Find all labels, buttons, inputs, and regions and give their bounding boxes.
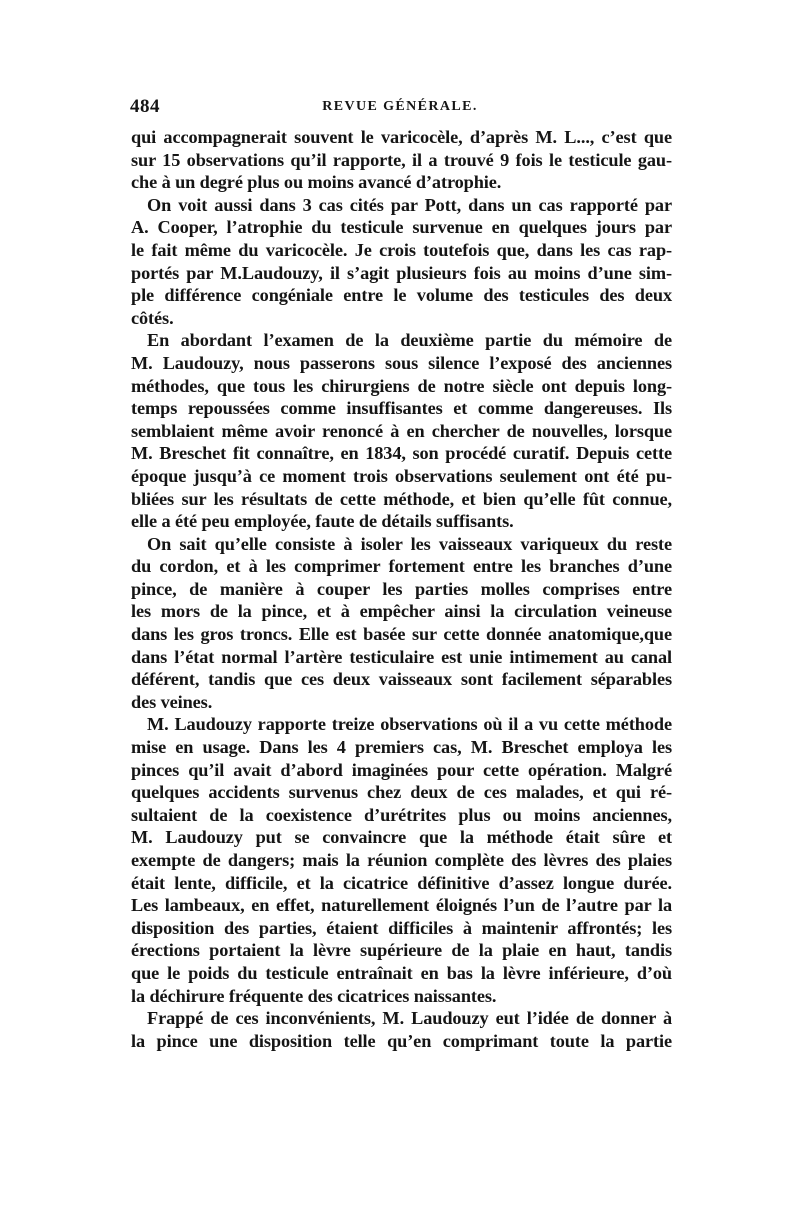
text-line: exempte de dangers; mais la réunion complète des lèvres des plaies — [131, 850, 672, 870]
text-line: sultaient de la coexistence d’urétrites plus ou moins anciennes, — [131, 804, 672, 825]
text-line: semblaient même avoir renoncé à en chercher de nouvelles, lorsque — [131, 420, 672, 441]
text-line: Frappé de ces inconvénients, M. Laudouzy eut l’idée de donner à — [147, 1008, 672, 1029]
text-line: sur 15 observations qu’il rapporte, il a trouvé 9 fois le testicule gau- — [131, 149, 672, 170]
text-line: que le poids du testicule entraînait en bas la lèvre inférieure, d’où — [131, 962, 672, 983]
text-line: Les lambeaux, en effet, naturellement éloignés l’un de l’autre par la — [131, 895, 672, 916]
text-line: les mors de la pince, et à empêcher ainsi la circulation veineuse — [131, 601, 672, 622]
text-line: temps repoussées comme insuffisantes et comme dangereuses. Ils — [131, 398, 672, 419]
text-line: On voit aussi dans 3 cas cités par Pott, dans un cas rapporté par — [147, 194, 672, 215]
text-line: méthodes, que tous les chirurgiens de notre siècle ont depuis long- — [131, 375, 672, 396]
text-line: pince, de manière à couper les parties molles comprises entre — [131, 578, 672, 599]
text-line: A. Cooper, l’atrophie du testicule survenue en quelques jours par — [131, 217, 672, 238]
text-line: dans les gros troncs. Elle est basée sur cette donnée anatomique,que — [131, 624, 672, 645]
text-line: des veines. — [131, 691, 213, 712]
text-line: quelques accidents survenus chez deux de ces malades, et qui ré- — [131, 782, 672, 803]
bleed-through-text — [131, 1072, 672, 1086]
text-line: On sait qu’elle consiste à isoler les vaisseaux variqueux du reste — [147, 533, 672, 554]
text-line: En abordant l’examen de la deuxième partie du mémoire de — [147, 330, 672, 351]
text-line: déférent, tandis que ces deux vaisseaux sont facilement séparables — [131, 669, 672, 690]
text-line: qui accompagnerait souvent le varicocèle, d’après M. L..., c’est que — [131, 127, 672, 147]
text-line: dans l’état normal l’artère testiculaire est unie intimement au canal — [131, 646, 672, 667]
text-line: pinces qu’il avait d’abord imaginées pour cette opération. Malgré — [131, 759, 672, 780]
text-line: M. Laudouzy rapporte treize observations où il a vu cette méthode — [147, 714, 672, 735]
page-number: 484 — [130, 96, 160, 117]
text-line: M. Breschet fit connaître, en 1834, son procédé curatif. Depuis cette — [131, 443, 672, 464]
body-text — [131, 126, 672, 1052]
text-line: ple différence congéniale entre le volume des testicules des deux — [131, 285, 672, 306]
text-line: époque jusqu’à ce moment trois observations seulement ont été pu- — [131, 465, 672, 486]
text-line: che à un degré plus ou moins avancé d’atrophie. — [131, 172, 502, 193]
text-line: du cordon, et à les comprimer fortement entre les branches d’une — [131, 556, 672, 577]
text-line: la déchirure fréquente des cicatrices naissantes. — [131, 985, 497, 1006]
running-head — [130, 96, 670, 122]
text-line: le fait même du varicocèle. Je crois toutefois que, dans les cas rap- — [131, 239, 672, 260]
text-line: portés par M.Laudouzy, il s’agit plusieurs fois au moins d’une sim- — [131, 262, 672, 283]
text-line: côtés. — [131, 307, 174, 328]
running-title: REVUE GÉNÉRALE. — [322, 99, 478, 114]
text-line: bliées sur les résultats de cette méthode, et bien qu’elle fût connue, — [131, 488, 672, 509]
text-line: était lente, difficile, et la cicatrice définitive d’assez longue durée. — [131, 872, 672, 893]
text-line: M. Laudouzy, nous passerons sous silence l’exposé des anciennes — [131, 352, 672, 373]
text-line: la pince une disposition telle qu’en comprimant toute la partie — [131, 1030, 672, 1051]
text-line: elle a été peu employée, faute de détails suffisants. — [131, 511, 514, 532]
text-line: disposition des parties, étaient difficiles à maintenir affrontés; les — [131, 917, 672, 938]
text-line: mise en usage. Dans les 4 premiers cas, M. Breschet employa les — [131, 737, 672, 758]
text-line: M. Laudouzy put se convaincre que la méthode était sûre et — [131, 827, 672, 848]
text-line: érections portaient la lèvre supérieure de la plaie en haut, tandis — [131, 940, 672, 961]
